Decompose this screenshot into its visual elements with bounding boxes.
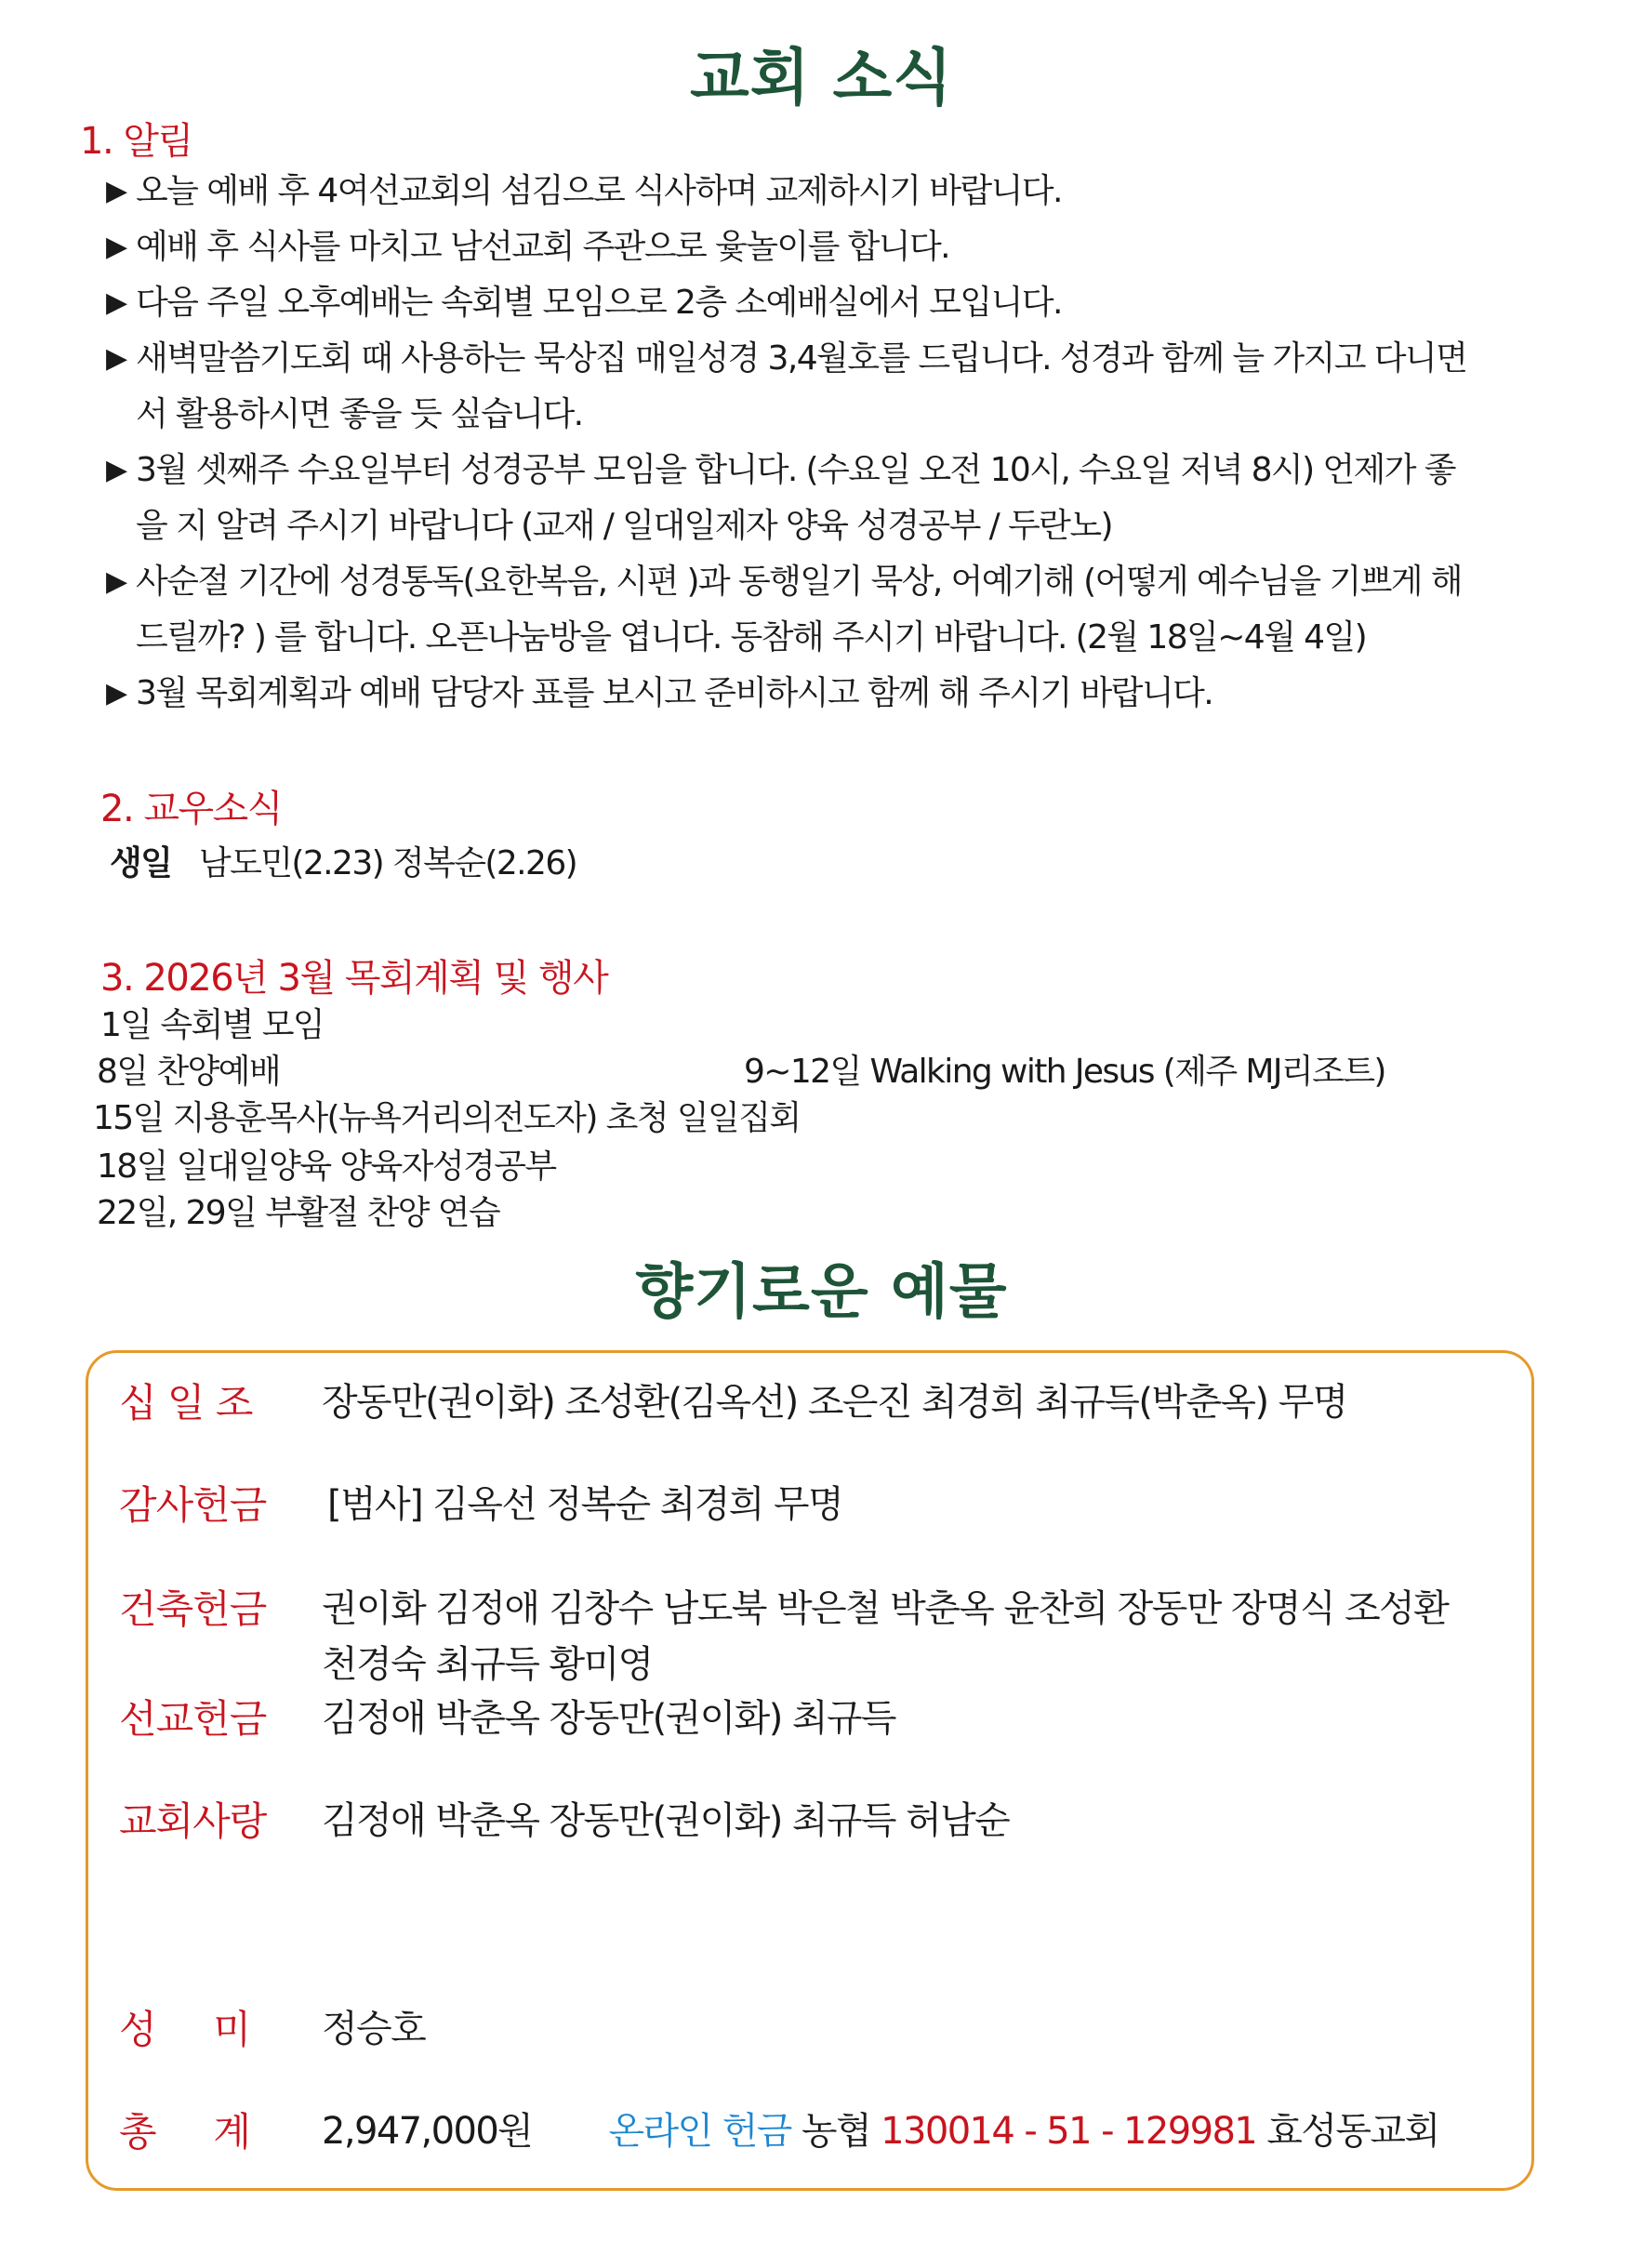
- notice-item: ▶ 3월 셋째주 수요일부터 성경공부 모임을 합니다. (수요일 오전 10시, 수요일 저녁 8시) 언제가 좋 을 지 알려 주시기 바랍니다 (교재 / 일대일제자 양육 성경공부 / 두란노): [110, 443, 1560, 554]
- plan-line: 8일 찬양예배: [97, 1053, 281, 1091]
- offering-names-continued: 천경숙 최규득 황미영: [322, 1643, 653, 1686]
- total-amount: 2,947,000원: [322, 2110, 533, 2153]
- birthday-label: 생일: [110, 844, 172, 882]
- arrow-right-icon: ▶: [106, 286, 126, 319]
- offering-label: 감사헌금: [119, 1482, 267, 1528]
- section-heading-plan: 3. 2026년 3월 목회계획 및 행사: [100, 957, 608, 1000]
- notice-item: ▶ 사순절 기간에 성경통독(요한복음, 시편 )과 동행일기 묵상, 어예기해 (어떻게 예수님을 기쁘게 해 드릴까? ) 를 합니다. 오픈나눔방을 엽니다. 동참해 주시기 바랍니다. (2월 18일~4월 4일): [110, 554, 1560, 666]
- offering-names: 장동만(권이화) 조성환(김옥선) 조은진 최경희 최규득(박춘옥) 무명: [322, 1381, 1347, 1424]
- notice-list: [106, 164, 1560, 722]
- account-holder: 효성동교회: [1266, 2110, 1439, 2153]
- notice-item: ▶ 오늘 예배 후 4여선교회의 섬김으로 식사하며 교제하시기 바랍니다.: [110, 164, 1560, 219]
- offering-names: 권이화 김정애 김창수 남도북 박은철 박춘옥 윤찬희 장동만 장명식 조성환: [322, 1587, 1449, 1630]
- offering-label: 건축헌금: [119, 1586, 267, 1632]
- arrow-right-icon: ▶: [106, 175, 126, 207]
- notice-item: ▶ 예배 후 식사를 마치고 남선교회 주관으로 윷놀이를 합니다.: [110, 219, 1560, 275]
- offering-label: 선교헌금: [119, 1696, 267, 1742]
- online-offering-label: 온라인 헌금: [608, 2110, 791, 2153]
- birthday-names: 남도민(2.23) 정복순(2.26): [198, 844, 577, 882]
- plan-line: 1일 속회별 모임: [100, 1006, 325, 1044]
- total-label: 총 계: [119, 2109, 250, 2155]
- section-heading-members: 2. 교우소식: [100, 788, 282, 830]
- account-number: 130014 - 51 - 129981: [881, 2110, 1257, 2153]
- plan-line: 22일, 29일 부활절 찬양 연습: [97, 1194, 500, 1232]
- offering-names: 정승호: [322, 2008, 426, 2050]
- plan-side-line: 9~12일 Walking with Jesus (제주 MJ리조트): [744, 1053, 1385, 1091]
- offering-label: 십 일 조: [119, 1380, 253, 1426]
- total-row: [322, 2102, 1439, 2155]
- notice-item: ▶ 새벽말씀기도회 때 사용하는 묵상집 매일성경 3,4월호를 드립니다. 성경과 함께 늘 가지고 다니면 서 활용하시면 좋을 듯 싶습니다.: [110, 331, 1560, 443]
- offering-names: 김정애 박춘옥 장동만(권이화) 최규득: [322, 1697, 895, 1740]
- arrow-right-icon: ▶: [106, 677, 126, 710]
- arrow-right-icon: ▶: [106, 565, 126, 598]
- arrow-right-icon: ▶: [106, 454, 126, 486]
- offering-label: 교회사랑: [119, 1798, 267, 1844]
- offering-label: 성 미: [119, 2007, 250, 2052]
- birthday-line: [110, 837, 576, 884]
- plan-line: 15일 지용훈목사(뉴욕거리의전도자) 초청 일일집회: [93, 1099, 801, 1137]
- notice-item: ▶ 다음 주일 오후예배는 속회별 모임으로 2층 소예배실에서 모입니다.: [110, 275, 1560, 331]
- section-heading-notices: 1. 알림: [80, 120, 192, 163]
- page-title: 교회 소식: [689, 42, 953, 113]
- notice-item: ▶ 3월 목회계획과 예배 담당자 표를 보시고 준비하시고 함께 해 주시기 바랍니다.: [110, 666, 1560, 722]
- offering-title: 향기로운 예물: [635, 1258, 1008, 1327]
- bank-name: 농협: [801, 2110, 871, 2153]
- arrow-right-icon: ▶: [106, 342, 126, 375]
- offering-names: [범사] 김옥선 정복순 최경희 무명: [327, 1483, 842, 1526]
- arrow-right-icon: ▶: [106, 231, 126, 263]
- plan-line: 18일 일대일양육 양육자성경공부: [97, 1147, 556, 1186]
- offering-names: 김정애 박춘옥 장동만(권이화) 최규득 허남순: [322, 1799, 1010, 1842]
